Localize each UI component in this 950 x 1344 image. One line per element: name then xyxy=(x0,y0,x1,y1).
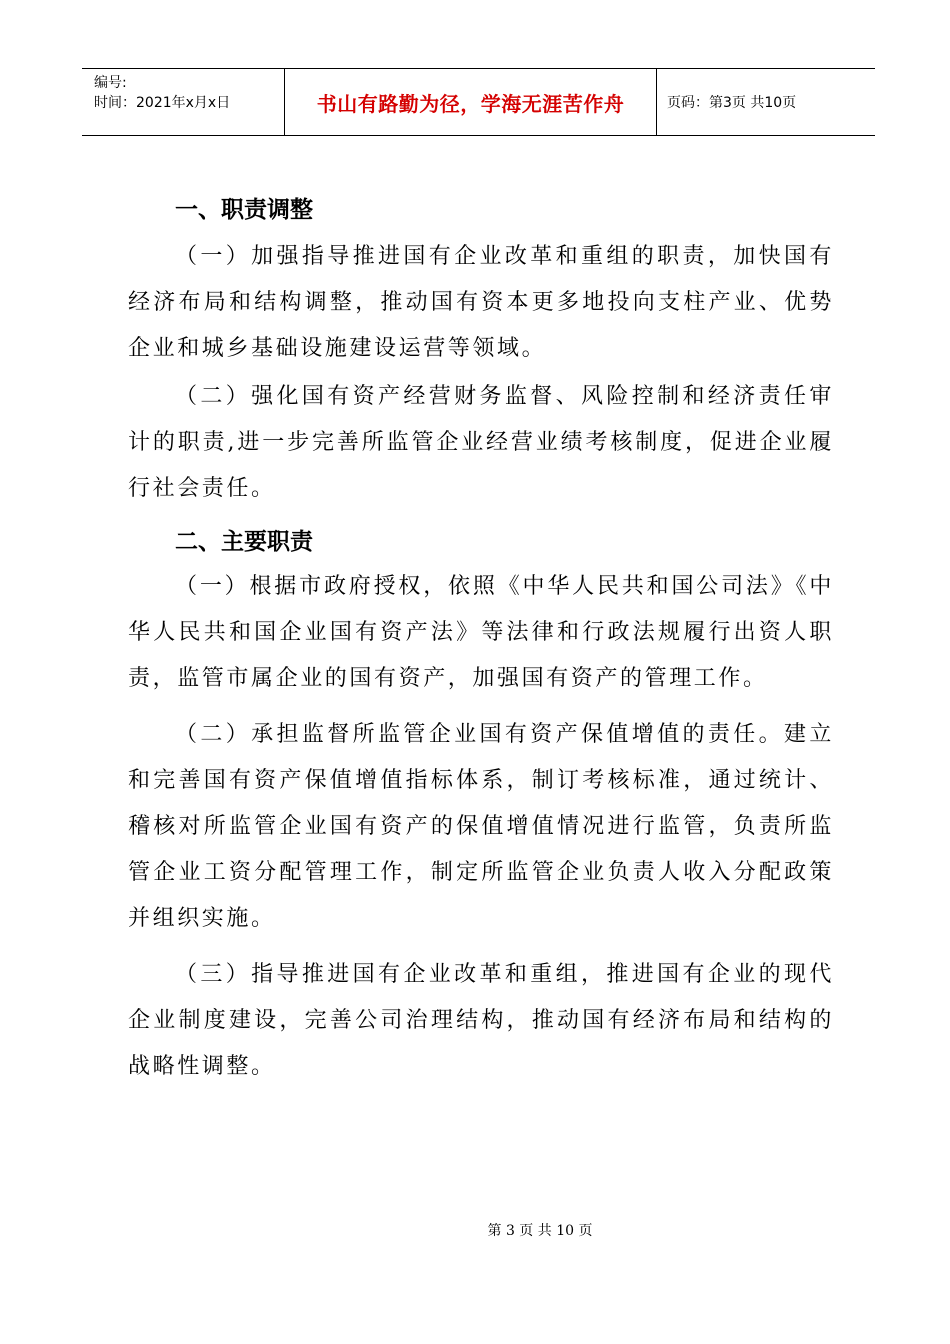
header-meta xyxy=(82,69,285,135)
section-heading-1: 一、职责调整 xyxy=(175,197,313,223)
paragraph-5: （三）指导推进国有企业改革和重组，推进国有企业的现代企业制度建设，完善公司治理结构，推动国有经济布局和结构的战略性调整。 xyxy=(128,962,834,1079)
header-motto: 书山有路勤为径，学海无涯苦作舟 xyxy=(285,69,657,135)
document-body xyxy=(128,188,834,1090)
time-label: 时间：2021年x月x日 xyxy=(94,95,231,111)
paragraph-3: （一）根据市政府授权，依照《中华人民共和国公司法》《中华人民共和国企业国有资产法》等法律和行政法规履行出资人职责，监管市属企业的国有资产，加强国有资产的管理工作。 xyxy=(128,574,834,691)
number-label: 编号: xyxy=(94,75,127,91)
paragraph-1: （一）加强指导推进国有企业改革和重组的职责，加快国有经济布局和结构调整，推动国有资本更多地投向支柱产业、优势企业和城乡基础设施建设运营等领域。 xyxy=(128,244,834,361)
page-header xyxy=(82,68,875,136)
page-footer: 第 3 页 共 10 页 xyxy=(487,1223,593,1239)
section-heading-2: 二、主要职责 xyxy=(175,529,313,555)
paragraph-4: （二）承担监督所监管企业国有资产保值增值的责任。建立和完善国有资产保值增值指标体系，制订考核标准，通过统计、稽核对所监管企业国有资产的保值增值情况进行监管，负责所监管企业工资分配管理工作，制定所监管企业负责人收入分配政策并组织实施。 xyxy=(128,722,834,931)
paragraph-2: （二）强化国有资产经营财务监督、风险控制和经济责任审计的职责,进一步完善所监管企业经营业绩考核制度，促进企业履行社会责任。 xyxy=(128,384,834,501)
header-page-label: 页码：第3页 共10页 xyxy=(667,95,797,111)
